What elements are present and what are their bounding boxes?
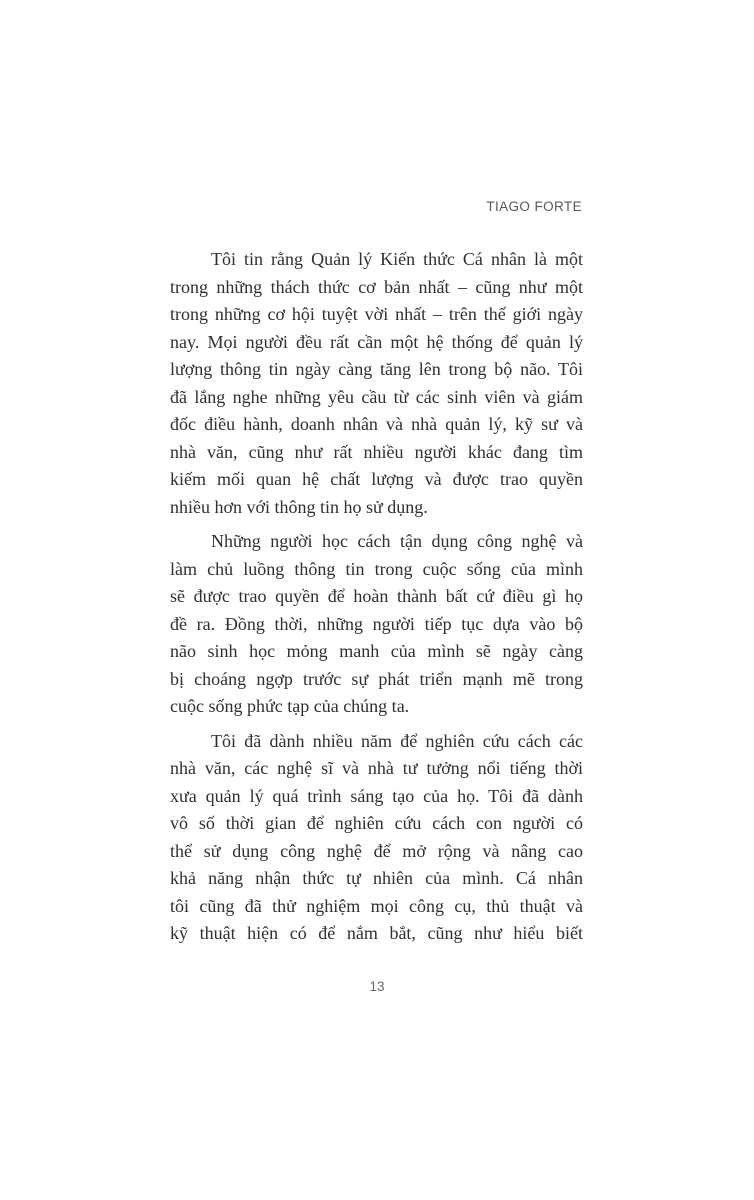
text-line: đã lắng nghe những yêu cầu từ các sinh viên và giám: [170, 386, 583, 407]
text-line: nay. Mọi người đều rất cần một hệ thống để quản lý: [170, 331, 583, 352]
text-line: trong những cơ hội tuyệt vời nhất – trên thế giới ngày: [170, 304, 583, 324]
text-line: nhà văn, các nghệ sĩ và nhà tư tưởng nổi tiếng thời: [170, 758, 583, 778]
text-line: vô số thời gian để nghiên cứu cách con người có: [170, 813, 583, 833]
text-line: đốc điều hành, doanh nhân và nhà quản lý, kỹ sư và: [170, 414, 583, 434]
text-line: thể sử dụng công nghệ để mở rộng và nâng cao: [170, 840, 583, 861]
paragraph: [170, 728, 583, 948]
page-number: 13: [369, 979, 385, 994]
text-line: Những người học cách tận dụng công nghệ và: [211, 531, 583, 551]
text-line: kiếm mối quan hệ chất lượng và được trao quyền: [170, 469, 583, 489]
text-line: sẽ được trao quyền để hoàn thành bất cứ điều gì họ: [170, 586, 583, 606]
text-line: tôi cũng đã thử nghiệm mọi công cụ, thủ thuật và: [170, 895, 583, 916]
text-line: xưa quản lý quá trình sáng tạo của họ. Tôi đã dành: [170, 785, 583, 806]
text-line: lượng thông tin ngày càng tăng lên trong bộ não. Tôi: [170, 359, 583, 379]
text-line: Tôi tin rằng Quản lý Kiến thức Cá nhân là một: [211, 249, 583, 269]
page-footer: [0, 979, 754, 994]
running-header: [486, 199, 582, 214]
text-line: Tôi đã dành nhiều năm để nghiên cứu cách các: [211, 730, 583, 751]
text-line: đề ra. Đồng thời, những người tiếp tục dựa vào bộ: [170, 613, 583, 634]
paragraph: [170, 246, 583, 521]
text-line: nhà văn, cũng như rất nhiều người khác đang tìm: [170, 441, 583, 462]
running-title: TIAGO FORTE: [486, 199, 582, 214]
page-body: [170, 246, 583, 948]
text-line: bị choáng ngợp trước sự phát triển mạnh mẽ trong: [170, 668, 583, 689]
text-line: làm chủ luồng thông tin trong cuộc sống của mình: [170, 558, 583, 579]
text-line: khả năng nhận thức tự nhiên của mình. Cá nhân: [170, 868, 583, 888]
text-line: kỹ thuật hiện có để nắm bắt, cũng như hiểu biết: [170, 923, 583, 943]
text-line: não sinh học mỏng manh của mình sẽ ngày càng: [170, 641, 583, 661]
text-line: nhiều hơn với thông tin họ sử dụng.: [170, 496, 428, 517]
text-line: cuộc sống phức tạp của chúng ta.: [170, 696, 410, 716]
text-line: trong những thách thức cơ bản nhất – cũng như một: [170, 276, 583, 297]
paragraph: [170, 528, 583, 721]
